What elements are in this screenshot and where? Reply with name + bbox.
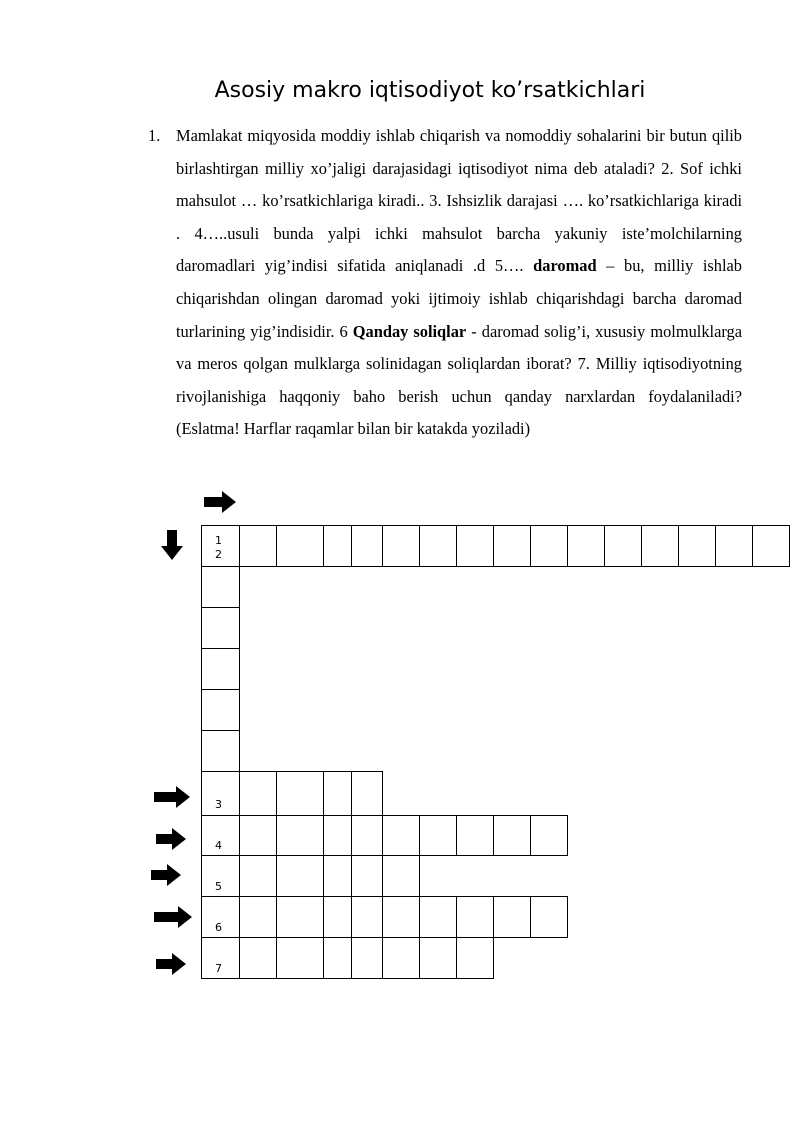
crossword-cell-row-7[interactable] [239, 937, 277, 979]
crossword-cell-row-1[interactable] [419, 525, 457, 567]
crossword-cell-row-6[interactable] [239, 896, 277, 938]
crossword-cell-row-5[interactable] [382, 855, 420, 897]
bold-term-daromad: daromad [533, 256, 597, 276]
crossword-cell-row-1[interactable] [323, 525, 352, 567]
crossword-cell-row-4[interactable] [530, 815, 568, 856]
crossword-cell-row-7[interactable] [456, 937, 494, 979]
crossword-cell-row-1[interactable] [493, 525, 531, 567]
crossword-cell-col-2[interactable] [201, 648, 240, 690]
crossword-cell-row-1[interactable] [239, 525, 277, 567]
crossword-cell-row-3[interactable] [323, 771, 352, 816]
right-arrow-icon [156, 953, 186, 975]
clue-number-6: 6 [215, 921, 222, 934]
crossword-cell-row-4[interactable] [493, 815, 531, 856]
crossword-cell-row-7[interactable] [323, 937, 352, 979]
crossword-cell-row-7[interactable] [419, 937, 457, 979]
crossword-cell-row-6[interactable] [276, 896, 324, 938]
crossword-cell-row-3[interactable] [276, 771, 324, 816]
crossword-cell-row-4[interactable] [456, 815, 494, 856]
crossword-cell-row-7[interactable] [351, 937, 383, 979]
crossword-cell-row-1[interactable] [641, 525, 679, 567]
crossword-cell-row-1[interactable] [276, 525, 324, 567]
crossword-cell-row-1[interactable] [530, 525, 568, 567]
right-arrow-icon [151, 864, 181, 886]
crossword-cell-row-6[interactable] [323, 896, 352, 938]
crossword-cell-row-4[interactable] [276, 815, 324, 856]
right-arrow-icon [154, 786, 190, 808]
crossword-cell-col-2[interactable] [201, 566, 240, 608]
crossword-cell-row-5[interactable] [276, 855, 324, 897]
crossword-cell-row-4[interactable] [239, 815, 277, 856]
bold-term-qanday-soliqlar: Qanday soliqlar [352, 321, 467, 341]
crossword-cell-col-2[interactable] [201, 689, 240, 731]
question-text-part-2: – bu, milliy ishlab chiqarishdan olingan daromad yoki ijtimoiy ishlab chiqarishdagi barcha daromad turlarining yig’indisidir. 6 [176, 256, 743, 341]
crossword-cell-row-1[interactable] [351, 525, 383, 567]
clue-number-5: 5 [215, 880, 222, 893]
crossword-cell-row-7[interactable] [276, 937, 324, 979]
clue-number-4: 4 [215, 839, 222, 852]
right-arrow-icon [154, 906, 192, 928]
crossword-cell-row-6[interactable] [419, 896, 457, 938]
crossword-cell-col-2[interactable] [201, 730, 240, 772]
crossword-cell-row-4[interactable] [419, 815, 457, 856]
crossword-cell-row-1[interactable] [678, 525, 716, 567]
crossword-cell-row-1[interactable] [715, 525, 753, 567]
crossword-cell-row-7[interactable] [382, 937, 420, 979]
crossword-cell-row-5[interactable] [239, 855, 277, 897]
page-title: Asosiy makro iqtisodiyot ko’rsatkichlari [214, 78, 646, 103]
crossword-cell-row-3[interactable] [351, 771, 383, 816]
crossword-cell-row-1[interactable] [456, 525, 494, 567]
question-text-part-1: Mamlakat miqyosida moddiy ishlab chiqarish va nomoddiy sohalarini bir butun qilib birlashtirgan milliy xo’jaligi darajasidagi iqtisodiyot nima deb ataladi? 2. Sof ichki mahsulot … ko’rsatkichlariga kiradi.. 3. Ishsizlik darajasi …. ko’rsatkichlariga kiradi . 4…..usuli bunda yalpi ichki mahsulot barcha yakuniy iste’molchilarning daromadlari yig’indisi sifatida aniqlanadi .d 5…. [176, 126, 742, 276]
crossword-cell-row-5[interactable] [323, 855, 352, 897]
right-arrow-icon [156, 828, 186, 850]
crossword-cell-row-6[interactable] [351, 896, 383, 938]
crossword-cell-row-6[interactable] [493, 896, 531, 938]
right-arrow-icon [204, 491, 236, 513]
crossword-cell-row-4[interactable] [351, 815, 383, 856]
crossword-cell-row-4[interactable] [382, 815, 420, 856]
crossword-cell-row-1[interactable] [382, 525, 420, 567]
crossword-cell-row-6[interactable] [456, 896, 494, 938]
crossword-cell-row-3[interactable] [239, 771, 277, 816]
crossword-cell-row-1[interactable] [567, 525, 605, 567]
crossword-cell-row-1[interactable] [752, 525, 790, 567]
down-arrow-icon [161, 530, 183, 560]
crossword-cell-col-2[interactable] [201, 607, 240, 649]
question-text-part-3: - daromad solig’i, xususiy molmulklarga va meros qolgan mulklarga solinidagan soliqlardan iborat? 7. Milliy iqtisodiyotning rivojlanishiga haqqoniy baho berish uchun qanday narxlardan foydalaniladi? (Eslatma! Harflar raqamlar bilan bir katakda yoziladi) [176, 321, 742, 439]
clue-number-1-2: 1 2 [215, 534, 222, 561]
clue-number-7: 7 [215, 962, 222, 975]
crossword-cell-row-1[interactable] [604, 525, 642, 567]
clue-number-3: 3 [215, 798, 222, 811]
question-number: 1. [148, 126, 161, 145]
crossword-cell-row-4[interactable] [323, 815, 352, 856]
crossword-cell-row-5[interactable] [351, 855, 383, 897]
crossword-cell-row-6[interactable] [382, 896, 420, 938]
crossword-cell-row-6[interactable] [530, 896, 568, 938]
